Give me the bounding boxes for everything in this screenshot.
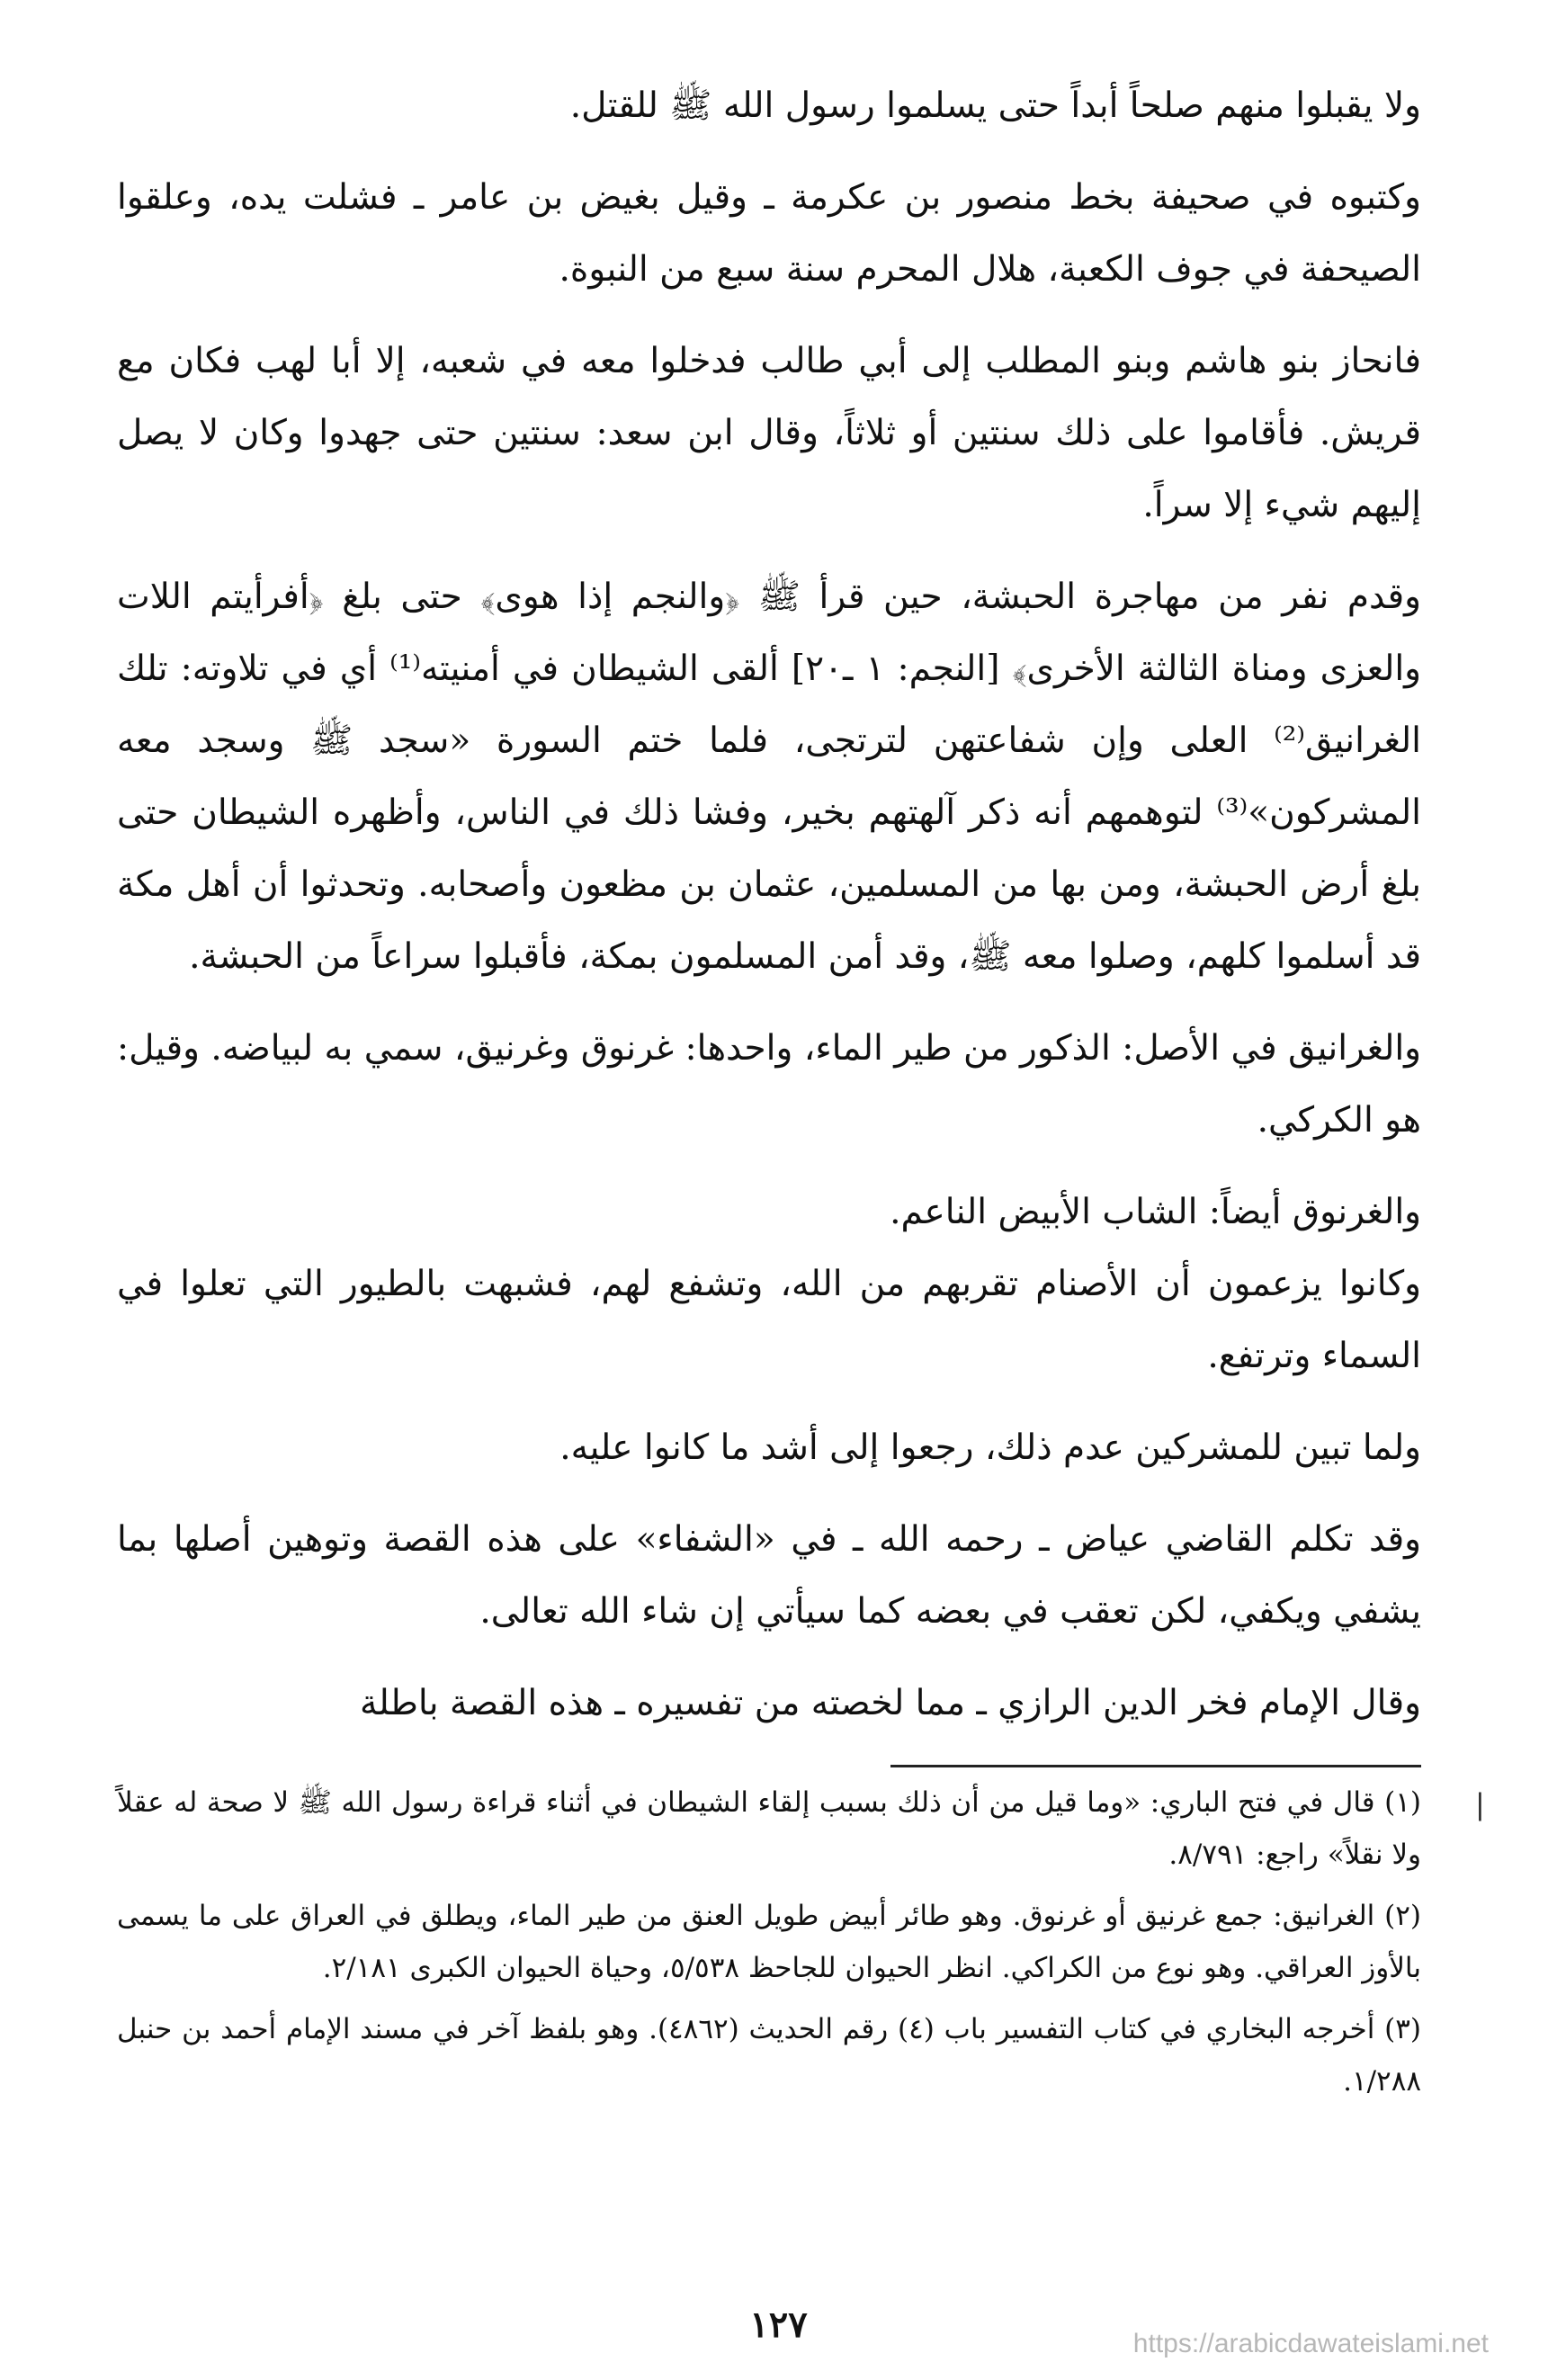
- paragraph-1: ولا يقبلوا منهم صلحاً أبداً حتى يسلموا رسول الله ﷺ للقتل.: [569, 85, 1421, 126]
- paragraph-9: وقد تكلم القاضي عياض ـ رحمه الله ـ في «الشفاء» على هذه القصة وتوهين أصلها بما يشفي ويكفي، لكن تعقب في بعضه كما سيأتي إن شاء الله تعالى.: [117, 1519, 1421, 1632]
- footnote-margin-mark: |: [1475, 1787, 1485, 1821]
- footnotes-section: [117, 1776, 1421, 2116]
- paragraph-6: والغرنوق أيضاً: الشاب الأبيض الناعم.: [890, 1192, 1421, 1232]
- paragraph-10: وقال الإمام فخر الدين الرازي ـ مما لخصته من تفسيره ـ هذه القصة باطلة: [360, 1683, 1421, 1723]
- paragraph-8: ولما تبين للمشركين عدم ذلك، رجعوا إلى أشد ما كانوا عليه.: [559, 1427, 1421, 1468]
- footnote-3: (٣) أخرجه البخاري في كتاب التفسير باب (٤) رقم الحديث (٤٨٦٢). وهو بلفظ آخر في مسند الإمام أحمد بن حنبل ١/٢٨٨.: [117, 2013, 1421, 2098]
- main-text-body: [117, 70, 1421, 1759]
- paragraph-5: والغرانيق في الأصل: الذكور من طير الماء، واحدها: غرنوق وغرنيق، سمي به لبياضه. وقيل: هو الكركي.: [117, 1028, 1421, 1141]
- footnote-1: (١) قال في فتح الباري: «وما قيل من أن ذلك بسبب إلقاء الشيطان في أثناء قراءة رسول الله ﷺ لا صحة له عقلاً ولا نقلاً» راجع: ٨/٧٩١.: [117, 1786, 1421, 1871]
- page-number: ١٢٧: [749, 2304, 808, 2346]
- paragraph-4: وقدم نفر من مهاجرة الحبشة، حين قرأ ﷺ ﴿والنجم إذا هوى﴾ حتى بلغ ﴿أفرأيتم اللات والعزى ومناة الثالثة الأخرى﴾ [النجم: ١ ـ٢٠] ألقى الشيطان في أمنيته⁽¹⁾ أي في تلاوته: تلك الغرانيق⁽²⁾ العلى وإن شفاعتهن لترتجى، فلما ختم السورة «سجد ﷺ وسجد معه المشركون»⁽³⁾ لتوهمهم أنه ذكر آلهتهم بخير، وفشا ذلك في الناس، وأظهره الشيطان حتى بلغ أرض الحبشة، ومن بها من المسلمين، عثمان بن مظعون وأصحابه. وتحدثوا أن أهل مكة قد أسلموا كلهم، وصلوا معه ﷺ، وقد أمن المسلمون بمكة، فأقبلوا سراعاً من الحبشة.: [117, 577, 1421, 977]
- footnote-divider: [890, 1765, 1421, 1767]
- paragraph-2: وكتبوه في صحيفة بخط منصور بن عكرمة ـ وقيل بغيض بن عامر ـ فشلت يده، وعلقوا الصيحفة في جوف الكعبة، هلال المحرم سنة سبع من النبوة.: [117, 177, 1421, 290]
- footnote-2: (٢) الغرانيق: جمع غرنيق أو غرنوق. وهو طائر أبيض طويل العنق من طير الماء، ويطلق في العراق على ما يسمى بالأوز العراقي. وهو نوع من الكراكي. انظر الحيوان للجاحظ ٥/٥٣٨، وحياة الحيوان الكبرى ٢/١٨١.: [117, 1900, 1421, 1984]
- paragraph-3: فانحاز بنو هاشم وبنو المطلب إلى أبي طالب فدخلوا معه في شعبه، إلا أبا لهب فكان مع قريش. فأقاموا على ذلك سنتين أو ثلاثاً، وقال ابن سعد: سنتين حتى جهدوا وكان لا يصل إليهم شيء إلا سراً.: [117, 341, 1421, 525]
- watermark-url: https://arabicdawateislami.net: [1132, 2329, 1489, 2358]
- paragraph-7: وكانوا يزعمون أن الأصنام تقربهم من الله، وتشفع لهم، فشبهت بالطيور التي تعلوا في السماء وترتفع.: [117, 1264, 1421, 1376]
